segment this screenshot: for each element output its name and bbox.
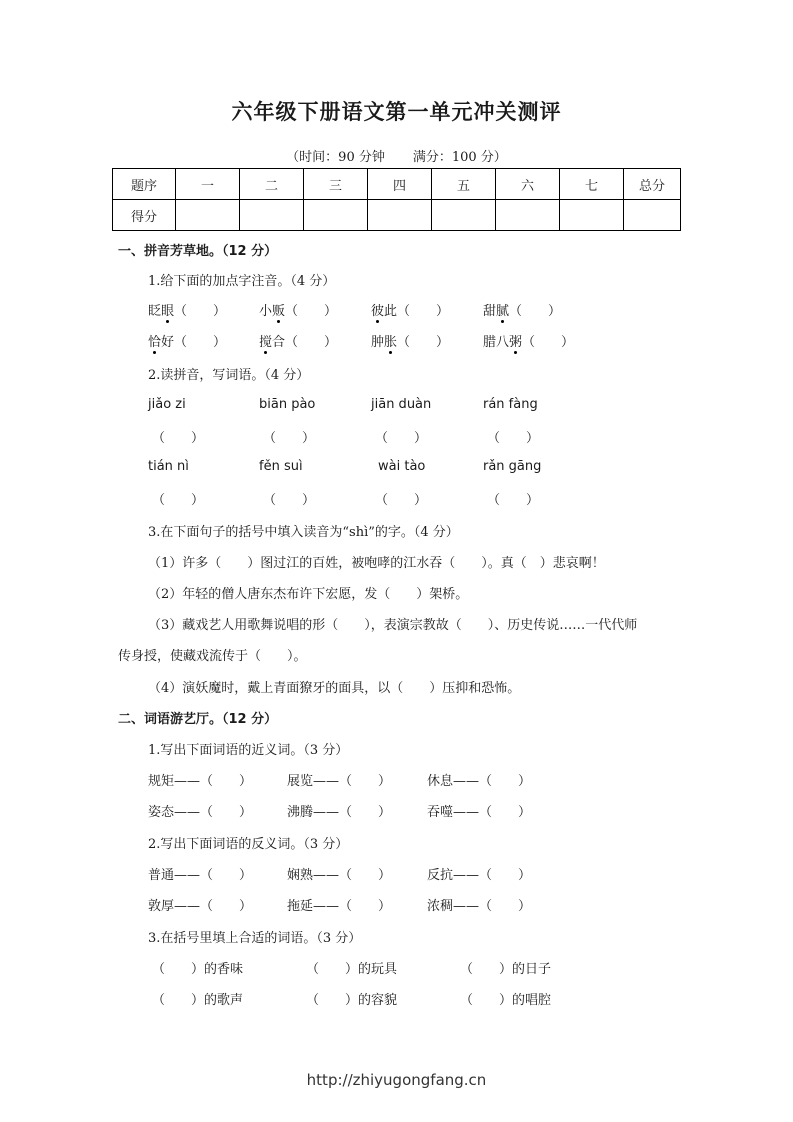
score-header-cell: 总分 — [624, 169, 681, 200]
answer-blank[interactable]: （ ） — [263, 431, 316, 446]
fill-phrase-item: （ ）的唱腔 — [460, 993, 552, 1008]
pinyin-item: tián nì — [148, 459, 189, 474]
antonym-item: 浓稠——（ ） — [427, 899, 532, 914]
dotted-word-item: 恰好（ ） — [148, 335, 227, 350]
antonym-item: 反抗——（ ） — [427, 868, 532, 883]
synonym-item: 展览——（ ） — [287, 774, 392, 789]
score-table — [112, 168, 681, 231]
antonym-item: 敦厚——（ ） — [148, 899, 253, 914]
answer-blank[interactable]: （ ） — [375, 431, 428, 446]
section-1-heading: 一、拼音芳草地。（12 分） — [118, 244, 278, 259]
score-table-header-row — [113, 169, 681, 200]
pinyin-item: jiǎo zi — [148, 397, 186, 412]
s1-q2-prompt: 2.读拼音，写词语。（4 分） — [148, 368, 310, 383]
sentence-3-continued: 传身授，使藏戏流传于（ ）。 — [118, 649, 307, 664]
answer-blank[interactable]: （ ） — [487, 431, 540, 446]
sentence-3: （3）藏戏艺人用歌舞说唱的形（ ），表演宗教故（ ）、历史传说……一代代师 — [148, 618, 638, 633]
score-cell[interactable] — [304, 200, 368, 231]
dotted-word-item: 甜腻（ ） — [483, 304, 562, 319]
score-cell[interactable] — [624, 200, 681, 231]
dotted-word-item: 搅合（ ） — [259, 335, 338, 350]
score-header-cell: 四 — [368, 169, 432, 200]
exam-info — [0, 146, 793, 165]
fill-phrase-item: （ ）的香味 — [152, 962, 244, 977]
fill-phrase-item: （ ）的容貌 — [306, 993, 398, 1008]
score-cell[interactable] — [560, 200, 624, 231]
synonym-item: 沸腾——（ ） — [287, 805, 392, 820]
exam-time: （时间：90 分钟 — [286, 150, 385, 165]
footer-url[interactable]: http://zhiyugongfang.cn — [306, 1071, 487, 1089]
pinyin-item: wài tào — [378, 459, 426, 474]
s2-q1-prompt: 1.写出下面词语的近义词。（3 分） — [148, 743, 349, 758]
fill-phrase-item: （ ）的歌声 — [152, 993, 244, 1008]
pinyin-item: rán fàng — [483, 397, 538, 412]
score-header-cell: 二 — [240, 169, 304, 200]
sentence-2: （2）年轻的僧人唐东杰布许下宏愿，发（ ）架桥。 — [148, 587, 469, 602]
pinyin-item: fěn suì — [259, 459, 303, 474]
s1-q3-prompt: 3.在下面句子的括号中填入读音为“shì”的字。（4 分） — [148, 525, 459, 540]
dotted-word-item: 眨眼（ ） — [148, 304, 227, 319]
dotted-word-item: 肿胀（ ） — [371, 335, 450, 350]
synonym-item: 吞噬——（ ） — [427, 805, 532, 820]
antonym-item: 拖延——（ ） — [287, 899, 392, 914]
s2-q3-prompt: 3.在括号里填上合适的词语。（3 分） — [148, 931, 362, 946]
score-header-cell: 六 — [496, 169, 560, 200]
score-table-score-row — [113, 200, 681, 231]
answer-blank[interactable]: （ ） — [375, 493, 428, 508]
answer-blank[interactable]: （ ） — [152, 431, 205, 446]
answer-blank[interactable]: （ ） — [487, 493, 540, 508]
pinyin-item: biān pào — [259, 397, 316, 412]
score-cell[interactable] — [496, 200, 560, 231]
answer-blank[interactable]: （ ） — [263, 493, 316, 508]
score-header-cell: 三 — [304, 169, 368, 200]
s2-q2-prompt: 2.写出下面词语的反义词。（3 分） — [148, 837, 349, 852]
pinyin-item: rǎn gāng — [483, 459, 542, 474]
dotted-word-item: 彼此（ ） — [371, 304, 450, 319]
antonym-item: 娴熟——（ ） — [287, 868, 392, 883]
sentence-4: （4）演妖魔时，戴上青面獠牙的面具，以（ ）压抑和恐怖。 — [148, 681, 521, 696]
dotted-word-item: 小贩（ ） — [259, 304, 338, 319]
synonym-item: 姿态——（ ） — [148, 805, 253, 820]
sentence-1: （1）许多（ ）图过江的百姓，被咆哮的江水吞（ ）。真（ ）悲哀啊！ — [148, 556, 605, 571]
score-cell[interactable] — [176, 200, 240, 231]
section-2-heading: 二、词语游艺厅。（12 分） — [118, 712, 278, 727]
fill-phrase-item: （ ）的玩具 — [306, 962, 398, 977]
pinyin-item: jiān duàn — [371, 397, 432, 412]
score-header-cell: 五 — [432, 169, 496, 200]
score-header-cell: 题序 — [113, 169, 176, 200]
fill-phrase-item: （ ）的日子 — [460, 962, 552, 977]
dotted-word-item: 腊八粥（ ） — [483, 335, 575, 350]
answer-blank[interactable]: （ ） — [152, 493, 205, 508]
score-header-cell: 七 — [560, 169, 624, 200]
score-cell[interactable] — [240, 200, 304, 231]
antonym-item: 普通——（ ） — [148, 868, 253, 883]
exam-full-score: 满分：100 分） — [412, 150, 507, 165]
synonym-item: 休息——（ ） — [427, 774, 532, 789]
score-cell[interactable] — [432, 200, 496, 231]
score-row-label: 得分 — [113, 200, 176, 231]
s1-q1-prompt: 1.给下面的加点字注音。（4 分） — [148, 274, 336, 289]
page-title: 六年级下册语文第一单元冲关测评 — [231, 100, 562, 124]
synonym-item: 规矩——（ ） — [148, 774, 253, 789]
score-cell[interactable] — [368, 200, 432, 231]
score-header-cell: 一 — [176, 169, 240, 200]
